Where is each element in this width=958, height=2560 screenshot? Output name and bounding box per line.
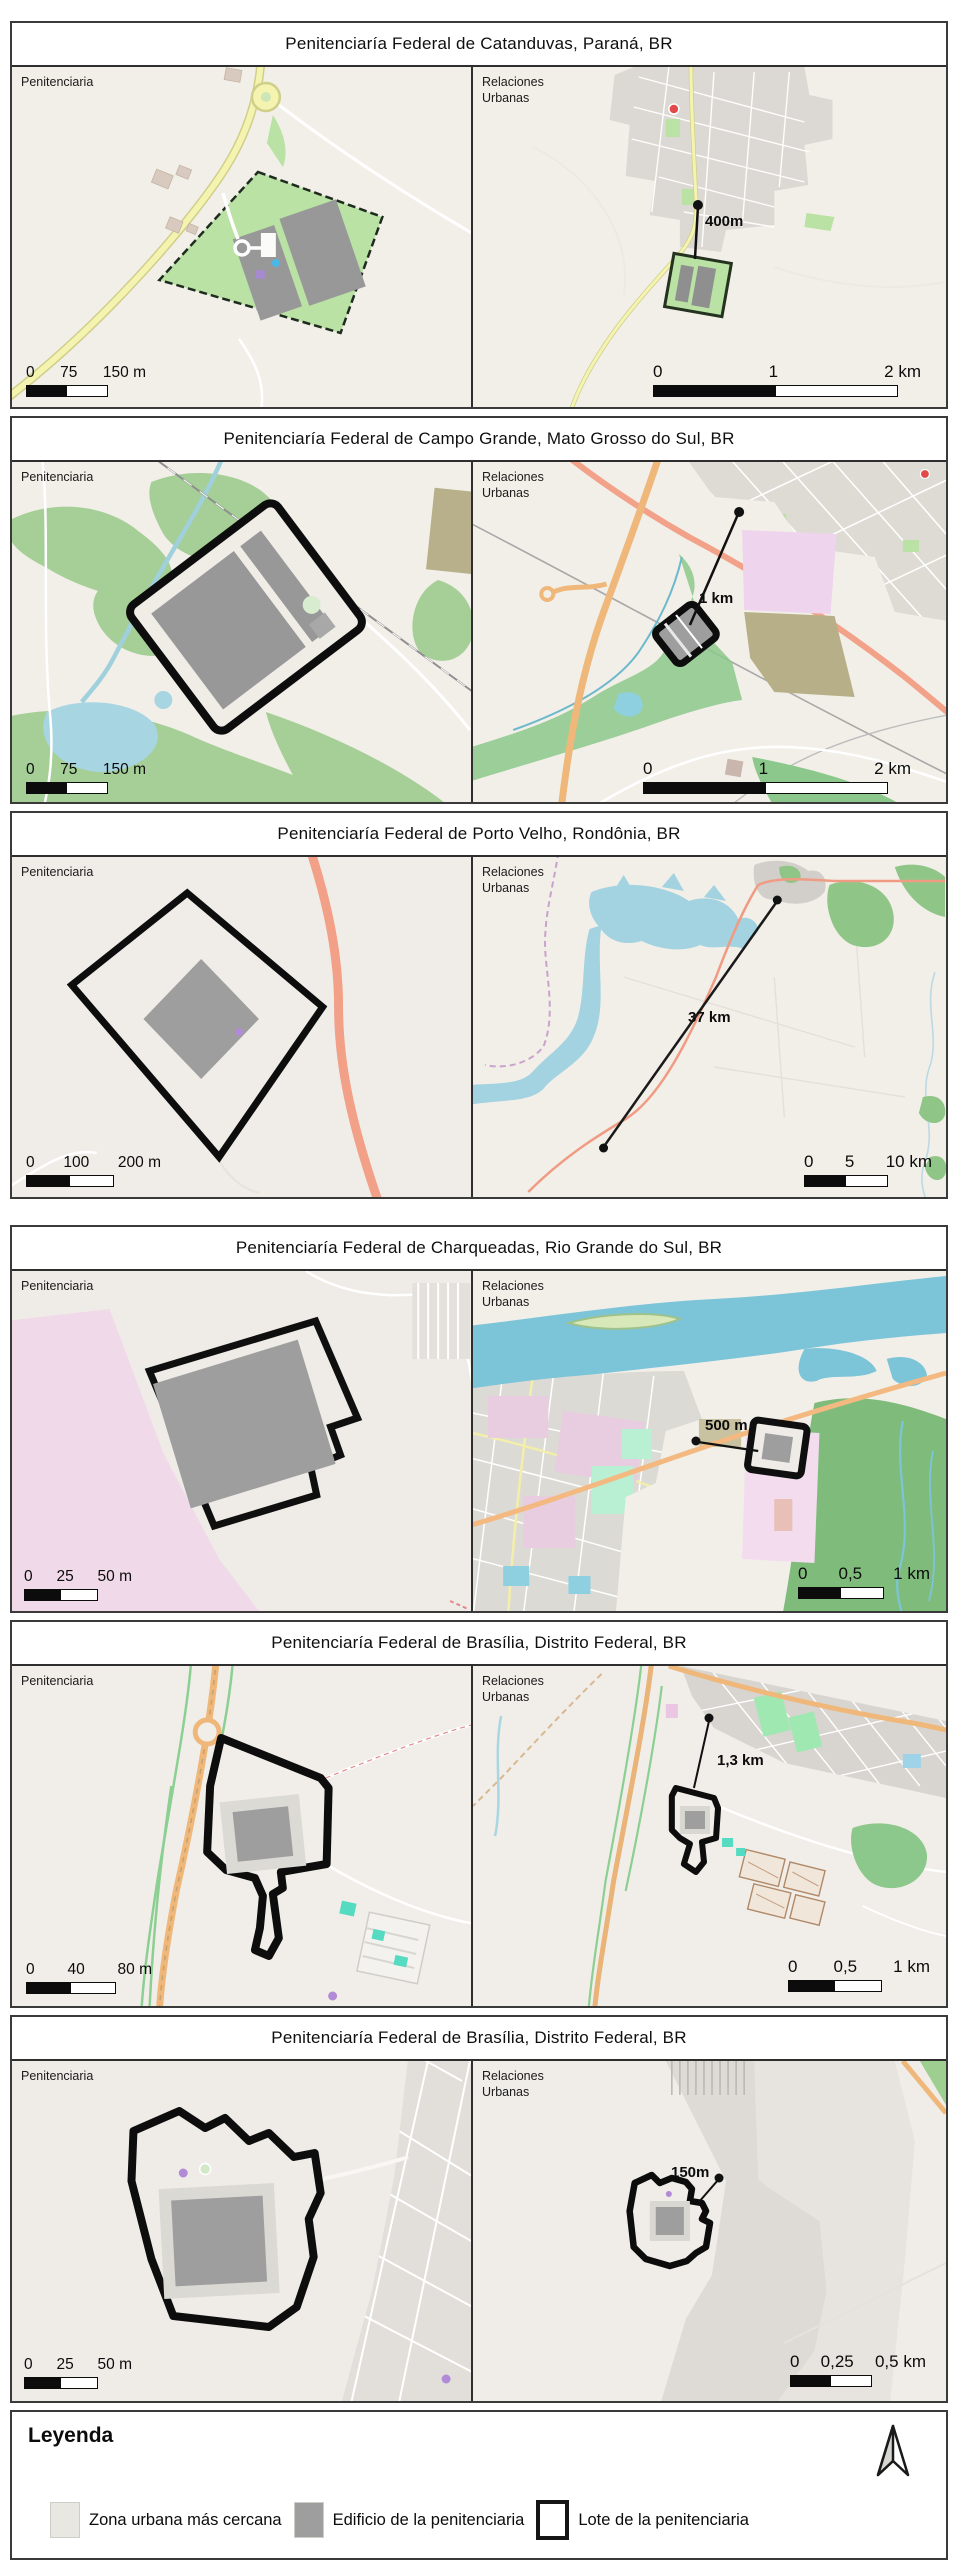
- map-corner-label: Penitenciaria: [21, 865, 94, 879]
- legend-swatch-lote: [536, 2500, 569, 2540]
- map-penitenciaria: [12, 67, 473, 407]
- map-penitenciaria: [12, 2061, 473, 2401]
- panel-catanduvas: [10, 21, 948, 409]
- distance-label: 400m: [705, 213, 744, 230]
- scale-labels: 0 1 2 km: [653, 362, 921, 381]
- map-penitenciaria: [12, 462, 473, 802]
- prison-lot: [747, 1419, 808, 1476]
- legend-title: Leyenda: [28, 2424, 114, 2447]
- map-corner-label: Penitenciaria: [21, 2069, 94, 2083]
- prison-building: [159, 2183, 280, 2299]
- scale-bar: [653, 362, 921, 397]
- map-corner-label: Relaciones Urbanas: [482, 865, 544, 896]
- poi-pin: [669, 104, 679, 114]
- scale-labels: 0 0,5 1 km: [788, 1957, 930, 1976]
- scale-labels: 0 1 2 km: [643, 759, 911, 778]
- map-canvas: [12, 2061, 471, 2401]
- panel-title: Penitenciaría Federal de Charqueadas, Rio Grande do Sul, BR: [12, 1227, 946, 1271]
- prison-building: [685, 1811, 705, 1829]
- scale-labels: 0 0,5 1 km: [798, 1564, 930, 1583]
- scale-bar: [798, 1564, 930, 1599]
- panel-brasilia-2: [10, 2015, 948, 2403]
- scale-bar: [24, 1568, 132, 1601]
- legend: [10, 2410, 948, 2560]
- prison-building: [656, 2207, 684, 2235]
- map-corner-label: Penitenciaria: [21, 470, 94, 484]
- map-canvas: [12, 67, 471, 407]
- map-relaciones-urbanas: [473, 2061, 946, 2401]
- legend-item-label: Lote de la penitenciaria: [578, 2510, 749, 2529]
- map-canvas: [473, 462, 946, 802]
- map-corner-label: Relaciones Urbanas: [482, 2069, 544, 2100]
- panel-title: Penitenciaría Federal de Porto Velho, Rondônia, BR: [12, 813, 946, 857]
- legend-item-edificio: [294, 2502, 525, 2538]
- map-pair: [12, 67, 946, 407]
- panel-brasilia-1: [10, 1620, 948, 2008]
- roundabout: [195, 1720, 219, 1744]
- distance-label: 150m: [671, 2164, 710, 2181]
- map-pair: [12, 857, 946, 1197]
- prison-building: [762, 1433, 793, 1463]
- map-relaciones-urbanas: [473, 857, 946, 1197]
- prison-lot: [665, 253, 732, 316]
- map-canvas: [12, 1271, 471, 1611]
- zone-pink: [742, 530, 836, 614]
- scale-bar: [790, 2352, 926, 2387]
- map-relaciones-urbanas: [473, 1271, 946, 1611]
- distance-label: 1,3 km: [717, 1752, 764, 1769]
- legend-item-zona-urbana: [50, 2502, 282, 2538]
- distance-label: 1 km: [699, 590, 734, 607]
- map-pair: [12, 1271, 946, 1611]
- panel-title: Penitenciaría Federal de Catanduvas, Paraná, BR: [12, 23, 946, 67]
- scale-bar: [788, 1957, 930, 1992]
- scale-labels: 0 75 150 m: [26, 364, 146, 381]
- map-canvas: [473, 1271, 946, 1611]
- panel-title: Penitenciaría Federal de Brasília, Distrito Federal, BR: [12, 1622, 946, 1666]
- panel-porto-velho: [10, 811, 948, 1199]
- roundabout: [261, 92, 271, 102]
- legend-items: [50, 2500, 906, 2540]
- panel-charqueadas: [10, 1225, 948, 1613]
- map-pair: [12, 1666, 946, 2006]
- map-corner-label: Penitenciaria: [21, 1279, 94, 1293]
- map-canvas: [473, 2061, 946, 2401]
- map-penitenciaria: [12, 1666, 473, 2006]
- map-corner-label: Relaciones Urbanas: [482, 470, 544, 501]
- map-relaciones-urbanas: [473, 67, 946, 407]
- scale-labels: 0 40 80 m: [26, 1961, 152, 1978]
- map-canvas: [473, 857, 946, 1197]
- scale-bar: [643, 759, 911, 794]
- map-pair: [12, 462, 946, 802]
- legend-swatch-zona-urbana: [50, 2502, 80, 2538]
- scale-labels: 0 75 150 m: [26, 761, 146, 778]
- map-corner-label: Relaciones Urbanas: [482, 1279, 544, 1310]
- scale-bar: [804, 1152, 932, 1187]
- map-canvas: [473, 1666, 946, 2006]
- hatched-block: [412, 1283, 470, 1359]
- map-canvas: [473, 67, 946, 407]
- map-canvas: [12, 1666, 471, 2006]
- prison-building: [220, 1794, 307, 1874]
- scale-bar: [26, 1961, 152, 1994]
- legend-swatch-edificio: [294, 2502, 324, 2538]
- map-canvas: [12, 462, 471, 802]
- north-arrow-icon: [870, 2422, 916, 2480]
- scale-bar: [26, 364, 146, 397]
- farm-block: [357, 1912, 430, 1984]
- poi-pin: [920, 470, 929, 479]
- legend-item-label: Edificio de la penitenciaria: [332, 2510, 525, 2529]
- scale-bar: [24, 2356, 132, 2389]
- map-corner-label: Relaciones Urbanas: [482, 1674, 544, 1705]
- distance-label: 37 km: [688, 1009, 731, 1026]
- panel-title: Penitenciaría Federal de Brasília, Distrito Federal, BR: [12, 2017, 946, 2061]
- scale-bar: [26, 1154, 161, 1187]
- scale-labels: 0 0,25 0,5 km: [790, 2352, 926, 2371]
- map-penitenciaria: [12, 857, 473, 1197]
- map-corner-label: Relaciones Urbanas: [482, 75, 544, 106]
- panel-campo-grande: [10, 416, 948, 804]
- distance-label: 500 m: [705, 1417, 748, 1434]
- map-relaciones-urbanas: [473, 462, 946, 802]
- panel-title: Penitenciaría Federal de Campo Grande, Mato Grosso do Sul, BR: [12, 418, 946, 462]
- map-canvas: [12, 857, 471, 1197]
- legend-item-label: Zona urbana más cercana: [89, 2510, 282, 2529]
- scale-labels: 0 25 50 m: [24, 1568, 132, 1585]
- legend-item-lote: [536, 2500, 749, 2540]
- map-penitenciaria: [12, 1271, 473, 1611]
- map-pair: [12, 2061, 946, 2401]
- scale-labels: 0 25 50 m: [24, 2356, 132, 2373]
- scale-bar: [26, 761, 146, 794]
- scale-labels: 0 100 200 m: [26, 1154, 161, 1171]
- map-corner-label: Penitenciaria: [21, 75, 94, 89]
- map-corner-label: Penitenciaria: [21, 1674, 94, 1688]
- map-relaciones-urbanas: [473, 1666, 946, 2006]
- scale-labels: 0 5 10 km: [804, 1152, 932, 1171]
